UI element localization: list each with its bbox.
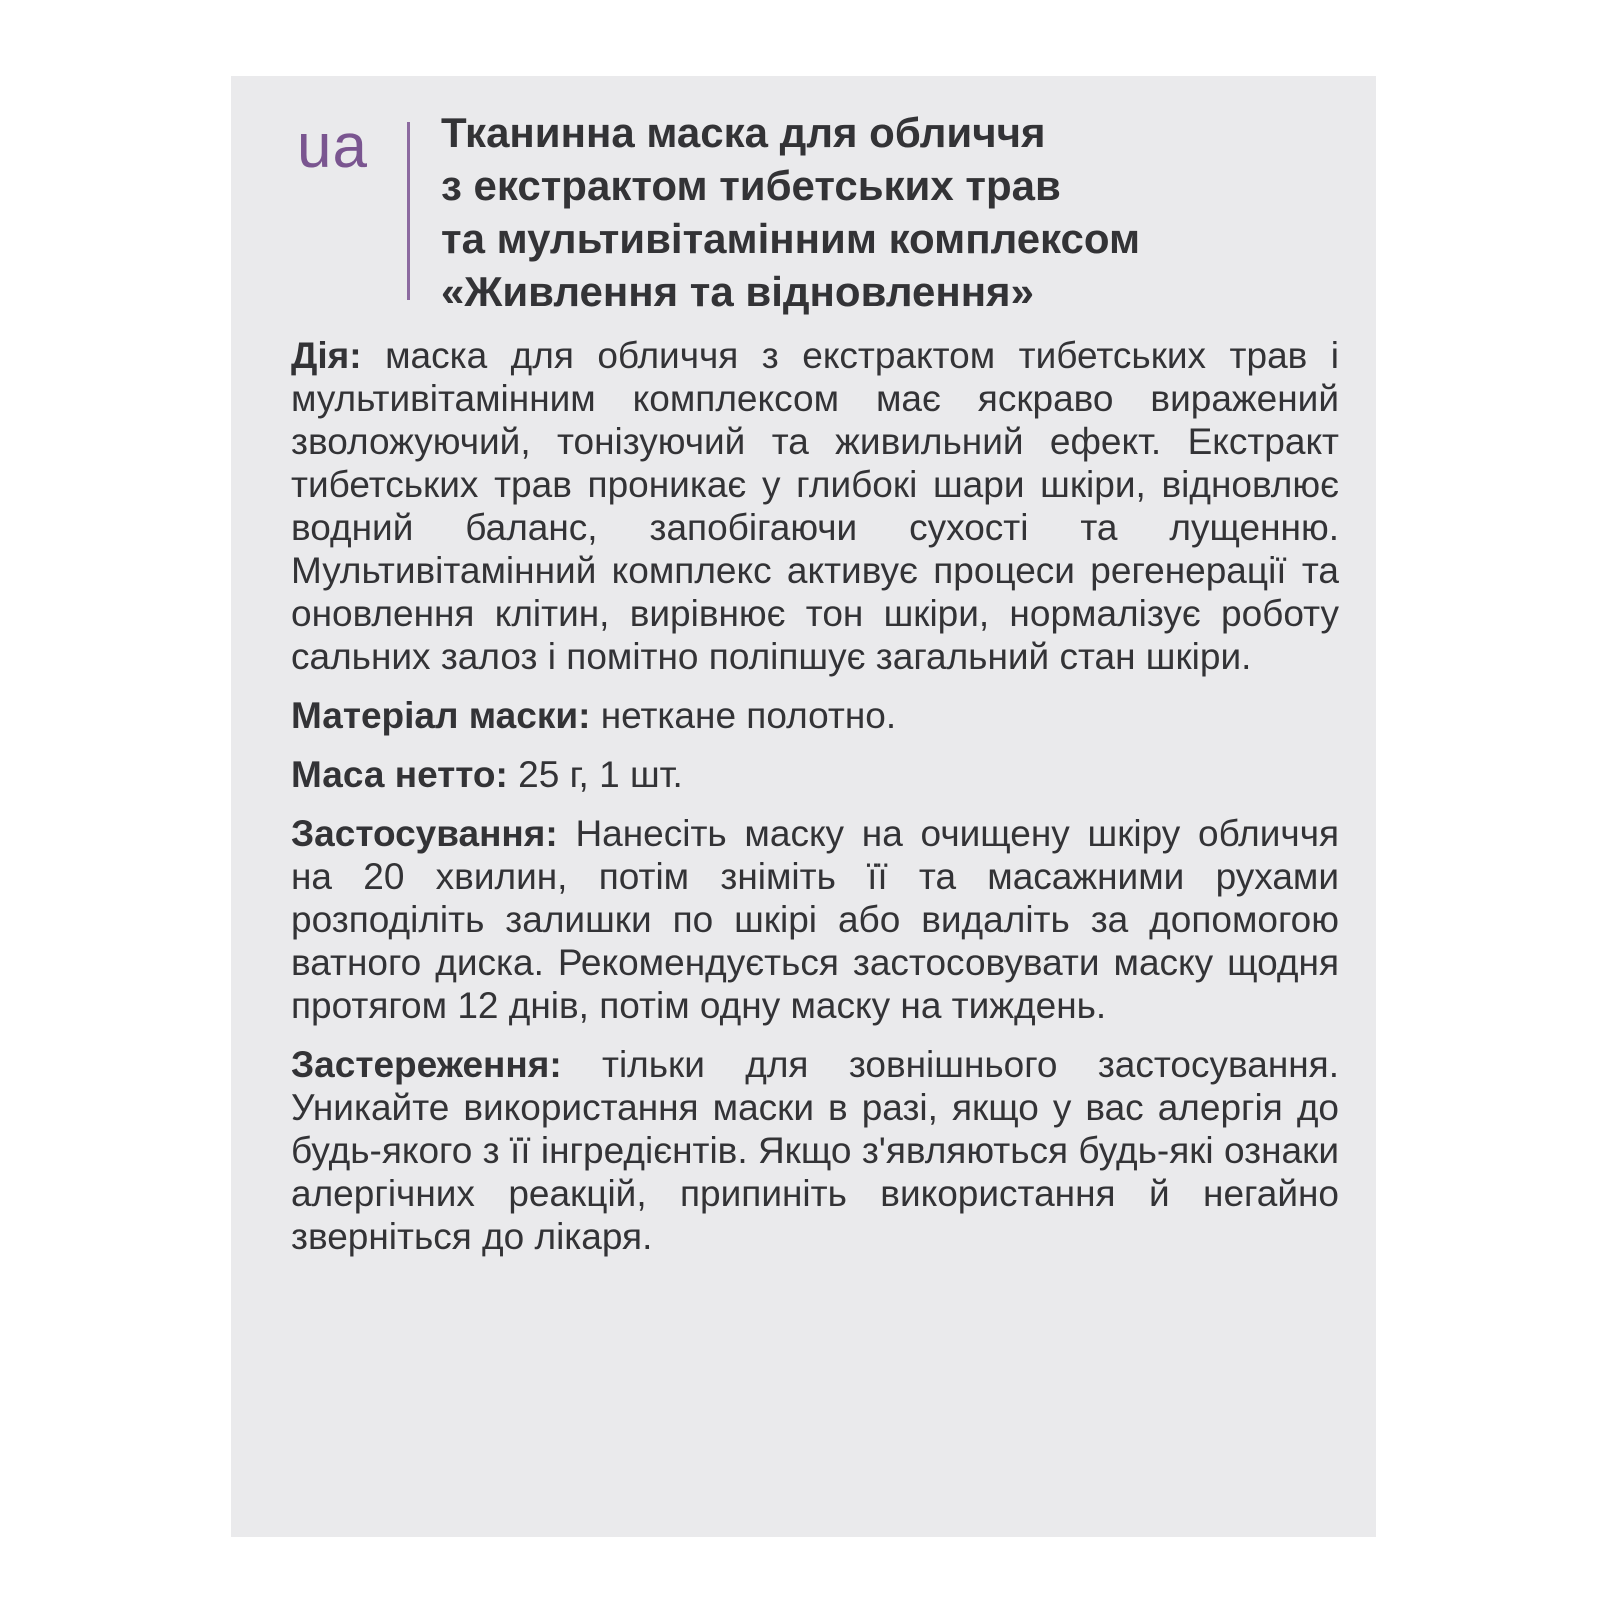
header-divider <box>407 122 410 300</box>
action-label: Дія: <box>291 335 362 376</box>
title-line-2: з екстрактом тибетських трав <box>441 162 1061 209</box>
label-panel <box>231 76 1376 1537</box>
usage-section <box>291 812 1339 1027</box>
material-label: Матеріал маски: <box>291 695 591 736</box>
action-text: маска для обличчя з екстрактом тибетських трав і мультивітамінним комплексом має яскраво виражений зволожуючий, тонізуючий та живильний ефект. Екстракт тибетських трав проникає у глибокі шари шкіри, відновлює водний баланс, запобігаючи сухості та лущенню. Мультивітамінний комплекс активує процеси регенерації та оновлення клітин, вирівнює тон шкіри, нормалізує роботу сальних залоз і помітно поліпшує загальний стан шкіри. <box>291 335 1340 677</box>
net-weight-section <box>291 753 1339 796</box>
material-section <box>291 694 1339 737</box>
usage-text: Нанесіть маску на очищену шкіру обличчя на 20 хвилин, потім зніміть її та масажними рухами розподіліть залишки по шкірі або видаліть за допомогою ватного диска. Рекомендується застосовувати маску щодня протягом 12 днів, потім одну маску на тиждень. <box>291 813 1340 1026</box>
material-text: неткане полотно. <box>600 695 897 736</box>
title-line-1: Тканинна маска для обличчя <box>441 109 1046 156</box>
usage-label: Застосування: <box>291 813 558 854</box>
label-body <box>291 334 1339 1274</box>
language-code: ua <box>297 112 368 181</box>
net-weight-label: Маса нетто: <box>291 754 508 795</box>
warning-label: Застереження: <box>291 1044 562 1085</box>
action-section <box>291 334 1339 678</box>
title-line-4: «Живлення та відновлення» <box>441 268 1034 315</box>
net-weight-text: 25 г, 1 шт. <box>518 754 683 795</box>
warning-section <box>291 1043 1339 1258</box>
title-line-3: та мультивітамінним комплексом <box>441 215 1141 262</box>
warning-text: тільки для зовнішнього застосування. Уникайте використання маски в разі, якщо у вас алергія до будь-якого з її інгредієнтів. Якщо з'являються будь-які ознаки алергічних реакцій, припиніть використання й негайно зверніться до лікаря. <box>291 1044 1339 1257</box>
product-title <box>441 106 1366 318</box>
